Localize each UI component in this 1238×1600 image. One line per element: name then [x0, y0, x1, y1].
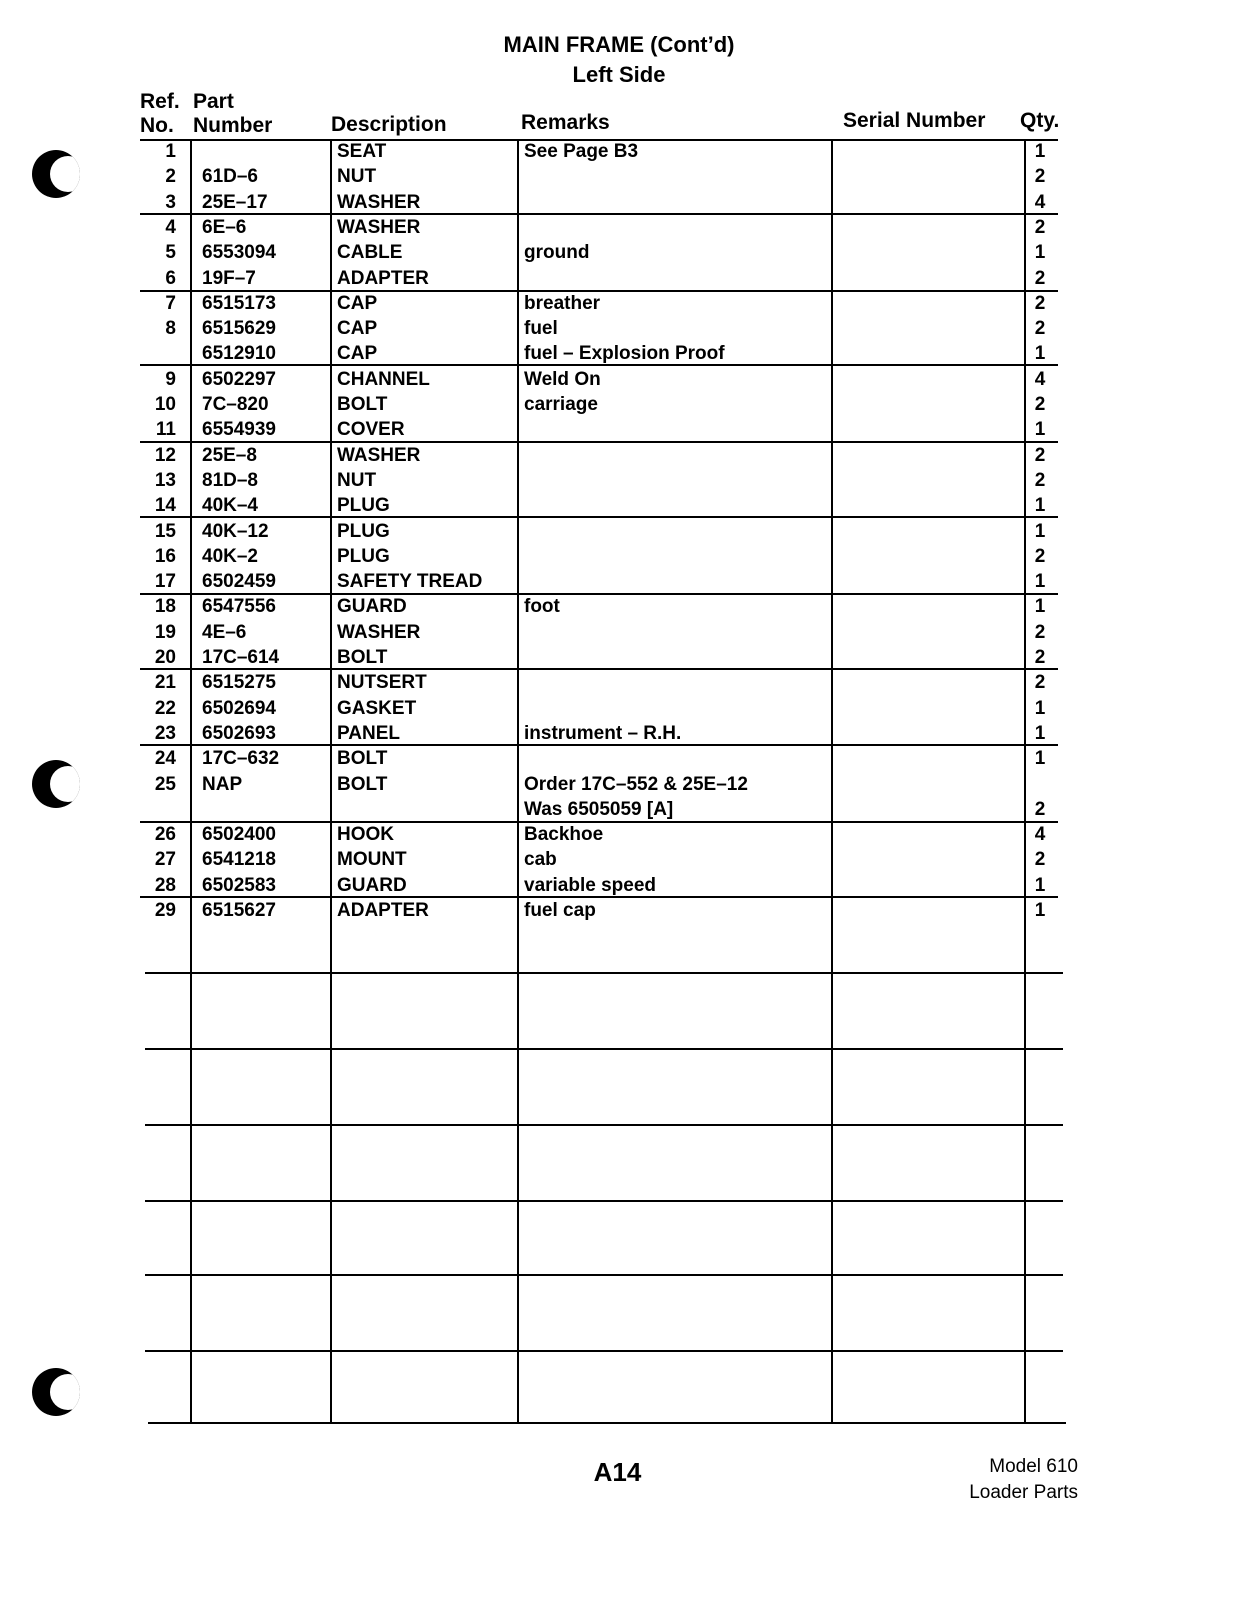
- row-remarks: Order 17C–552 & 25E–12: [524, 774, 748, 795]
- row-description: WASHER: [337, 445, 421, 466]
- row-description: GASKET: [337, 698, 417, 719]
- row-part-number: 6502583: [202, 875, 276, 896]
- row-part-number: 25E–8: [202, 445, 257, 466]
- row-part-number: 40K–4: [202, 495, 258, 516]
- row-description: GUARD: [337, 596, 407, 617]
- row-remarks: carriage: [524, 394, 598, 415]
- row-ref-no: 8: [165, 318, 176, 339]
- row-description: WASHER: [337, 192, 421, 213]
- row-qty: 2: [1034, 470, 1046, 491]
- row-ref-no: 6: [165, 268, 176, 289]
- table-row: [140, 671, 1070, 696]
- row-qty: 4: [1034, 824, 1046, 845]
- row-description: MOUNT: [337, 849, 407, 870]
- row-ref-no: 1: [165, 141, 176, 162]
- row-ref-no: 18: [154, 596, 176, 617]
- row-part-number: 4E–6: [202, 622, 247, 643]
- row-part-number: 40K–12: [202, 521, 269, 542]
- row-remarks: fuel: [524, 318, 558, 339]
- row-remarks: cab: [524, 849, 557, 870]
- row-ref-no: 29: [154, 900, 176, 921]
- row-description: PLUG: [337, 546, 390, 567]
- row-ref-no: 4: [165, 217, 176, 238]
- page-number: A14: [593, 1457, 642, 1487]
- row-description: WASHER: [337, 217, 421, 238]
- row-part-number: 61D–6: [202, 166, 258, 187]
- table-row: [140, 899, 1070, 924]
- row-part-number: 7C–820: [202, 394, 269, 415]
- row-remarks: See Page B3: [524, 141, 639, 162]
- header-part-line1: Part: [193, 90, 234, 113]
- row-ref-no: 19: [154, 622, 176, 643]
- row-qty: 2: [1034, 445, 1046, 466]
- row-part-number: 6515629: [202, 318, 276, 339]
- header-ref-line1: Ref.: [140, 90, 180, 113]
- table-row: [140, 342, 1070, 367]
- table-row: [140, 874, 1070, 899]
- row-qty: 2: [1034, 647, 1046, 668]
- row-ref-no: 22: [154, 698, 176, 719]
- row-ref-no: 23: [154, 723, 176, 744]
- row-ref-no: 26: [154, 824, 176, 845]
- table-row: [140, 773, 1070, 798]
- row-ref-no: 5: [165, 242, 176, 263]
- row-qty: 2: [1034, 166, 1046, 187]
- row-ref-no: 9: [165, 369, 176, 390]
- table-row: [140, 646, 1070, 671]
- row-description: BOLT: [337, 748, 388, 769]
- table-row: [140, 545, 1070, 570]
- row-description: SAFETY TREAD: [337, 571, 483, 592]
- table-row: [140, 368, 1070, 393]
- table-row: [140, 697, 1070, 722]
- row-qty: 2: [1034, 672, 1046, 693]
- row-qty: 1: [1034, 875, 1046, 896]
- row-ref-no: 28: [154, 875, 176, 896]
- row-description: NUT: [337, 166, 377, 187]
- row-description: ADAPTER: [337, 900, 429, 921]
- table-row: [140, 469, 1070, 494]
- row-description: CAP: [337, 318, 378, 339]
- binder-hole-middle: [32, 760, 80, 808]
- row-description: CAP: [337, 343, 378, 364]
- row-description: SEAT: [337, 141, 387, 162]
- row-ref-no: 2: [165, 166, 176, 187]
- table-row: [140, 292, 1070, 317]
- row-description: NUTSERT: [337, 672, 427, 693]
- row-part-number: 40K–2: [202, 546, 258, 567]
- row-part-number: 6547556: [202, 596, 276, 617]
- row-part-number: 6502693: [202, 723, 276, 744]
- row-remarks: Weld On: [524, 369, 601, 390]
- table-row: [140, 241, 1070, 266]
- row-remarks: Was 6505059 [A]: [524, 799, 674, 820]
- row-remarks: fuel – Explosion Proof: [524, 343, 725, 364]
- row-qty: 1: [1034, 419, 1046, 440]
- table-row: [140, 848, 1070, 873]
- row-description: BOLT: [337, 774, 388, 795]
- table-row: [140, 621, 1070, 646]
- row-part-number: 19F–7: [202, 268, 256, 289]
- row-qty: 2: [1034, 268, 1046, 289]
- row-description: PLUG: [337, 521, 390, 542]
- binder-hole-bottom: [32, 1368, 80, 1416]
- row-ref-no: 15: [154, 521, 176, 542]
- table-row: [140, 317, 1070, 342]
- row-qty: 1: [1034, 723, 1046, 744]
- row-remarks: breather: [524, 293, 601, 314]
- row-ref-no: 21: [154, 672, 176, 693]
- row-ref-no: 14: [154, 495, 176, 516]
- row-qty: 2: [1034, 622, 1046, 643]
- row-ref-no: 11: [155, 419, 176, 440]
- row-part-number: 6512910: [202, 343, 276, 364]
- page-title: MAIN FRAME (Cont’d): [503, 32, 735, 57]
- row-description: CHANNEL: [337, 369, 430, 390]
- row-ref-no: 24: [154, 748, 176, 769]
- row-qty: 2: [1034, 293, 1046, 314]
- row-remarks: fuel cap: [524, 900, 596, 921]
- table-row: [140, 494, 1070, 519]
- row-qty: 1: [1034, 521, 1046, 542]
- table-row: [140, 165, 1070, 190]
- row-ref-no: 7: [165, 293, 176, 314]
- row-description: PLUG: [337, 495, 390, 516]
- header-remarks: Remarks: [521, 111, 610, 134]
- row-description: CABLE: [337, 242, 403, 263]
- table-row: [140, 267, 1070, 292]
- row-ref-no: 10: [154, 394, 176, 415]
- row-part-number: 6515627: [202, 900, 276, 921]
- row-part-number: 6541218: [202, 849, 276, 870]
- binder-hole-top: [32, 150, 80, 198]
- table-row: [140, 444, 1070, 469]
- footer-section: Loader Parts: [969, 1482, 1078, 1503]
- row-qty: 2: [1034, 799, 1046, 820]
- table-row: [140, 798, 1070, 823]
- row-part-number: 6502297: [202, 369, 276, 390]
- row-part-number: 6502400: [202, 824, 276, 845]
- header-qty: Qty.: [1020, 109, 1060, 132]
- row-part-number: 6515275: [202, 672, 276, 693]
- row-qty: 1: [1034, 748, 1046, 769]
- row-part-number: 17C–614: [202, 647, 280, 668]
- row-part-number: 6554939: [202, 419, 276, 440]
- page-subtitle: Left Side: [572, 62, 666, 87]
- row-description: COVER: [337, 419, 405, 440]
- row-description: PANEL: [337, 723, 400, 744]
- row-ref-no: 27: [154, 849, 176, 870]
- row-ref-no: 3: [165, 192, 176, 213]
- table-row: [140, 520, 1070, 545]
- row-part-number: 6502694: [202, 698, 276, 719]
- row-description: ADAPTER: [337, 268, 429, 289]
- row-ref-no: 20: [154, 647, 176, 668]
- row-part-number: 25E–17: [202, 192, 268, 213]
- row-qty: 1: [1034, 596, 1046, 617]
- table-row: [140, 140, 1070, 165]
- row-ref-no: 25: [154, 774, 176, 795]
- row-qty: 2: [1034, 546, 1046, 567]
- row-description: BOLT: [337, 394, 388, 415]
- row-ref-no: 16: [154, 546, 176, 567]
- row-part-number: 6553094: [202, 242, 276, 263]
- row-qty: 1: [1034, 900, 1046, 921]
- table-row: [140, 418, 1070, 443]
- row-qty: 1: [1034, 141, 1046, 162]
- row-qty: 1: [1034, 495, 1046, 516]
- header-serial-number: Serial Number: [843, 109, 986, 132]
- row-qty: 1: [1034, 242, 1046, 263]
- row-part-number: 17C–632: [202, 748, 280, 769]
- row-part-number: 6515173: [202, 293, 276, 314]
- row-part-number: 6502459: [202, 571, 276, 592]
- row-description: WASHER: [337, 622, 421, 643]
- row-qty: 2: [1034, 394, 1046, 415]
- row-remarks: instrument – R.H.: [524, 723, 682, 744]
- header-description: Description: [331, 113, 447, 136]
- row-remarks: Backhoe: [524, 824, 604, 845]
- row-qty: 2: [1034, 849, 1046, 870]
- row-description: HOOK: [337, 824, 394, 845]
- row-ref-no: 12: [154, 445, 176, 466]
- row-qty: 1: [1034, 698, 1046, 719]
- row-qty: 1: [1034, 571, 1046, 592]
- row-description: CAP: [337, 293, 378, 314]
- row-qty: 2: [1034, 217, 1046, 238]
- row-qty: 4: [1034, 192, 1046, 213]
- table-row: [140, 595, 1070, 620]
- row-description: GUARD: [337, 875, 407, 896]
- table-row: [140, 393, 1070, 418]
- row-part-number: 81D–8: [202, 470, 258, 491]
- row-part-number: 6E–6: [202, 217, 247, 238]
- row-description: BOLT: [337, 647, 388, 668]
- row-qty: 1: [1034, 343, 1046, 364]
- row-remarks: ground: [524, 242, 590, 263]
- row-ref-no: 17: [154, 571, 176, 592]
- row-part-number: NAP: [202, 774, 243, 795]
- row-qty: 4: [1034, 369, 1046, 390]
- row-qty: 2: [1034, 318, 1046, 339]
- row-description: NUT: [337, 470, 377, 491]
- header-part-line2: Number: [193, 114, 273, 137]
- table-row: [140, 747, 1070, 772]
- row-remarks: variable speed: [524, 875, 657, 896]
- row-remarks: foot: [524, 596, 560, 617]
- table-row: [140, 722, 1070, 747]
- header-ref-line2: No.: [140, 114, 174, 137]
- table-row: [140, 823, 1070, 848]
- table-row: [140, 216, 1070, 241]
- table-row: [140, 570, 1070, 595]
- table-row: [140, 191, 1070, 216]
- row-ref-no: 13: [154, 470, 176, 491]
- footer-model: Model 610: [989, 1456, 1078, 1477]
